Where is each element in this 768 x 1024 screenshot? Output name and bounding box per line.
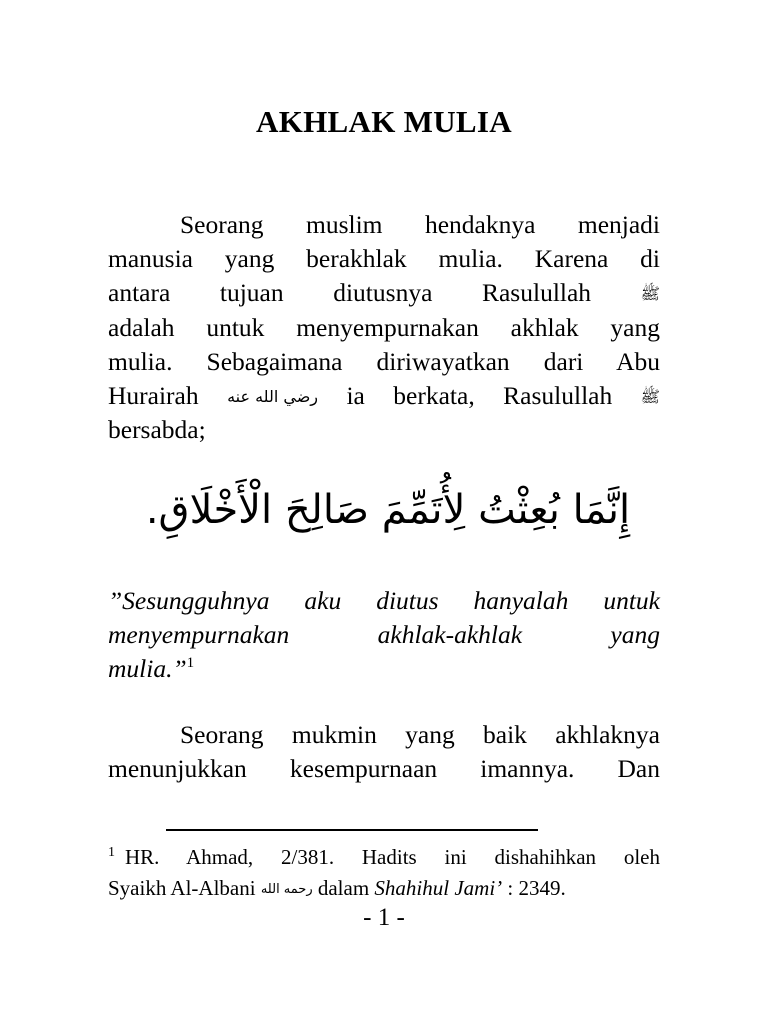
text-span: : 2349. <box>507 876 566 900</box>
page-number: - 1 - <box>363 904 405 931</box>
text-span: HR. Ahmad, 2/381. Hadits ini dishahihkan oleh <box>125 845 660 869</box>
translation-line: ”Sesungguhnya aku diutus hanyalah untuk <box>108 586 660 615</box>
paragraph-line: manusia yang berakhlak mulia. Karena di <box>108 244 660 274</box>
paragraph-line <box>108 379 660 413</box>
hadith-translation <box>108 584 660 687</box>
hadith-arabic-text: إِنَّمَا بُعِثْتُ لِأُتَمِّمَ صَالِحَ الْأَخْلَاقِ. <box>145 487 631 533</box>
footnote-line <box>108 842 660 873</box>
translation-line: menyempurnakan akhlak-akhlak yang <box>108 620 660 650</box>
text-span: Seorang mukmin yang baik akhlaknya <box>180 720 660 749</box>
footnote-reference: 1 <box>186 655 195 672</box>
footnote-separator <box>166 829 538 831</box>
text-span: Syaikh Al-Albani <box>108 876 256 900</box>
radhiyallahu-symbol: رضي الله عنه <box>227 386 319 406</box>
salawat-symbol: ﷺ <box>640 386 660 406</box>
footnote <box>108 842 660 904</box>
rahimahullah-symbol: رحمه الله <box>260 882 313 897</box>
paragraph-line <box>108 276 660 310</box>
text-span: Seorang muslim hendaknya menjadi <box>180 210 660 239</box>
paragraph-line: bersabda; <box>108 415 206 445</box>
book-title: Shahihul Jami’ <box>374 876 503 900</box>
translation-line <box>108 652 660 686</box>
text-span: Hurairah <box>108 380 199 410</box>
text-span: mulia.” <box>108 654 187 684</box>
text-span: antara tujuan diutusnya Rasulullah <box>108 278 592 308</box>
footnote-number: 1 <box>108 845 115 860</box>
paragraph-2 <box>108 718 660 786</box>
paragraph-line: mulia. Sebagaimana diriwayatkan dari Abu <box>108 346 660 376</box>
footnote-line <box>108 873 660 904</box>
page-title: AKHLAK MULIA <box>256 104 512 139</box>
paragraph-1 <box>108 208 660 447</box>
salawat-symbol: ﷺ <box>640 284 660 304</box>
paragraph-line <box>108 208 660 242</box>
paragraph-line: menunjukkan kesempurnaan imannya. Dan <box>108 754 660 784</box>
paragraph-line: adalah untuk menyempurnakan akhlak yang <box>108 312 660 342</box>
text-span: dalam <box>317 876 370 900</box>
text-span: ia berkata, Rasulullah <box>346 380 613 410</box>
paragraph-line <box>108 718 660 752</box>
